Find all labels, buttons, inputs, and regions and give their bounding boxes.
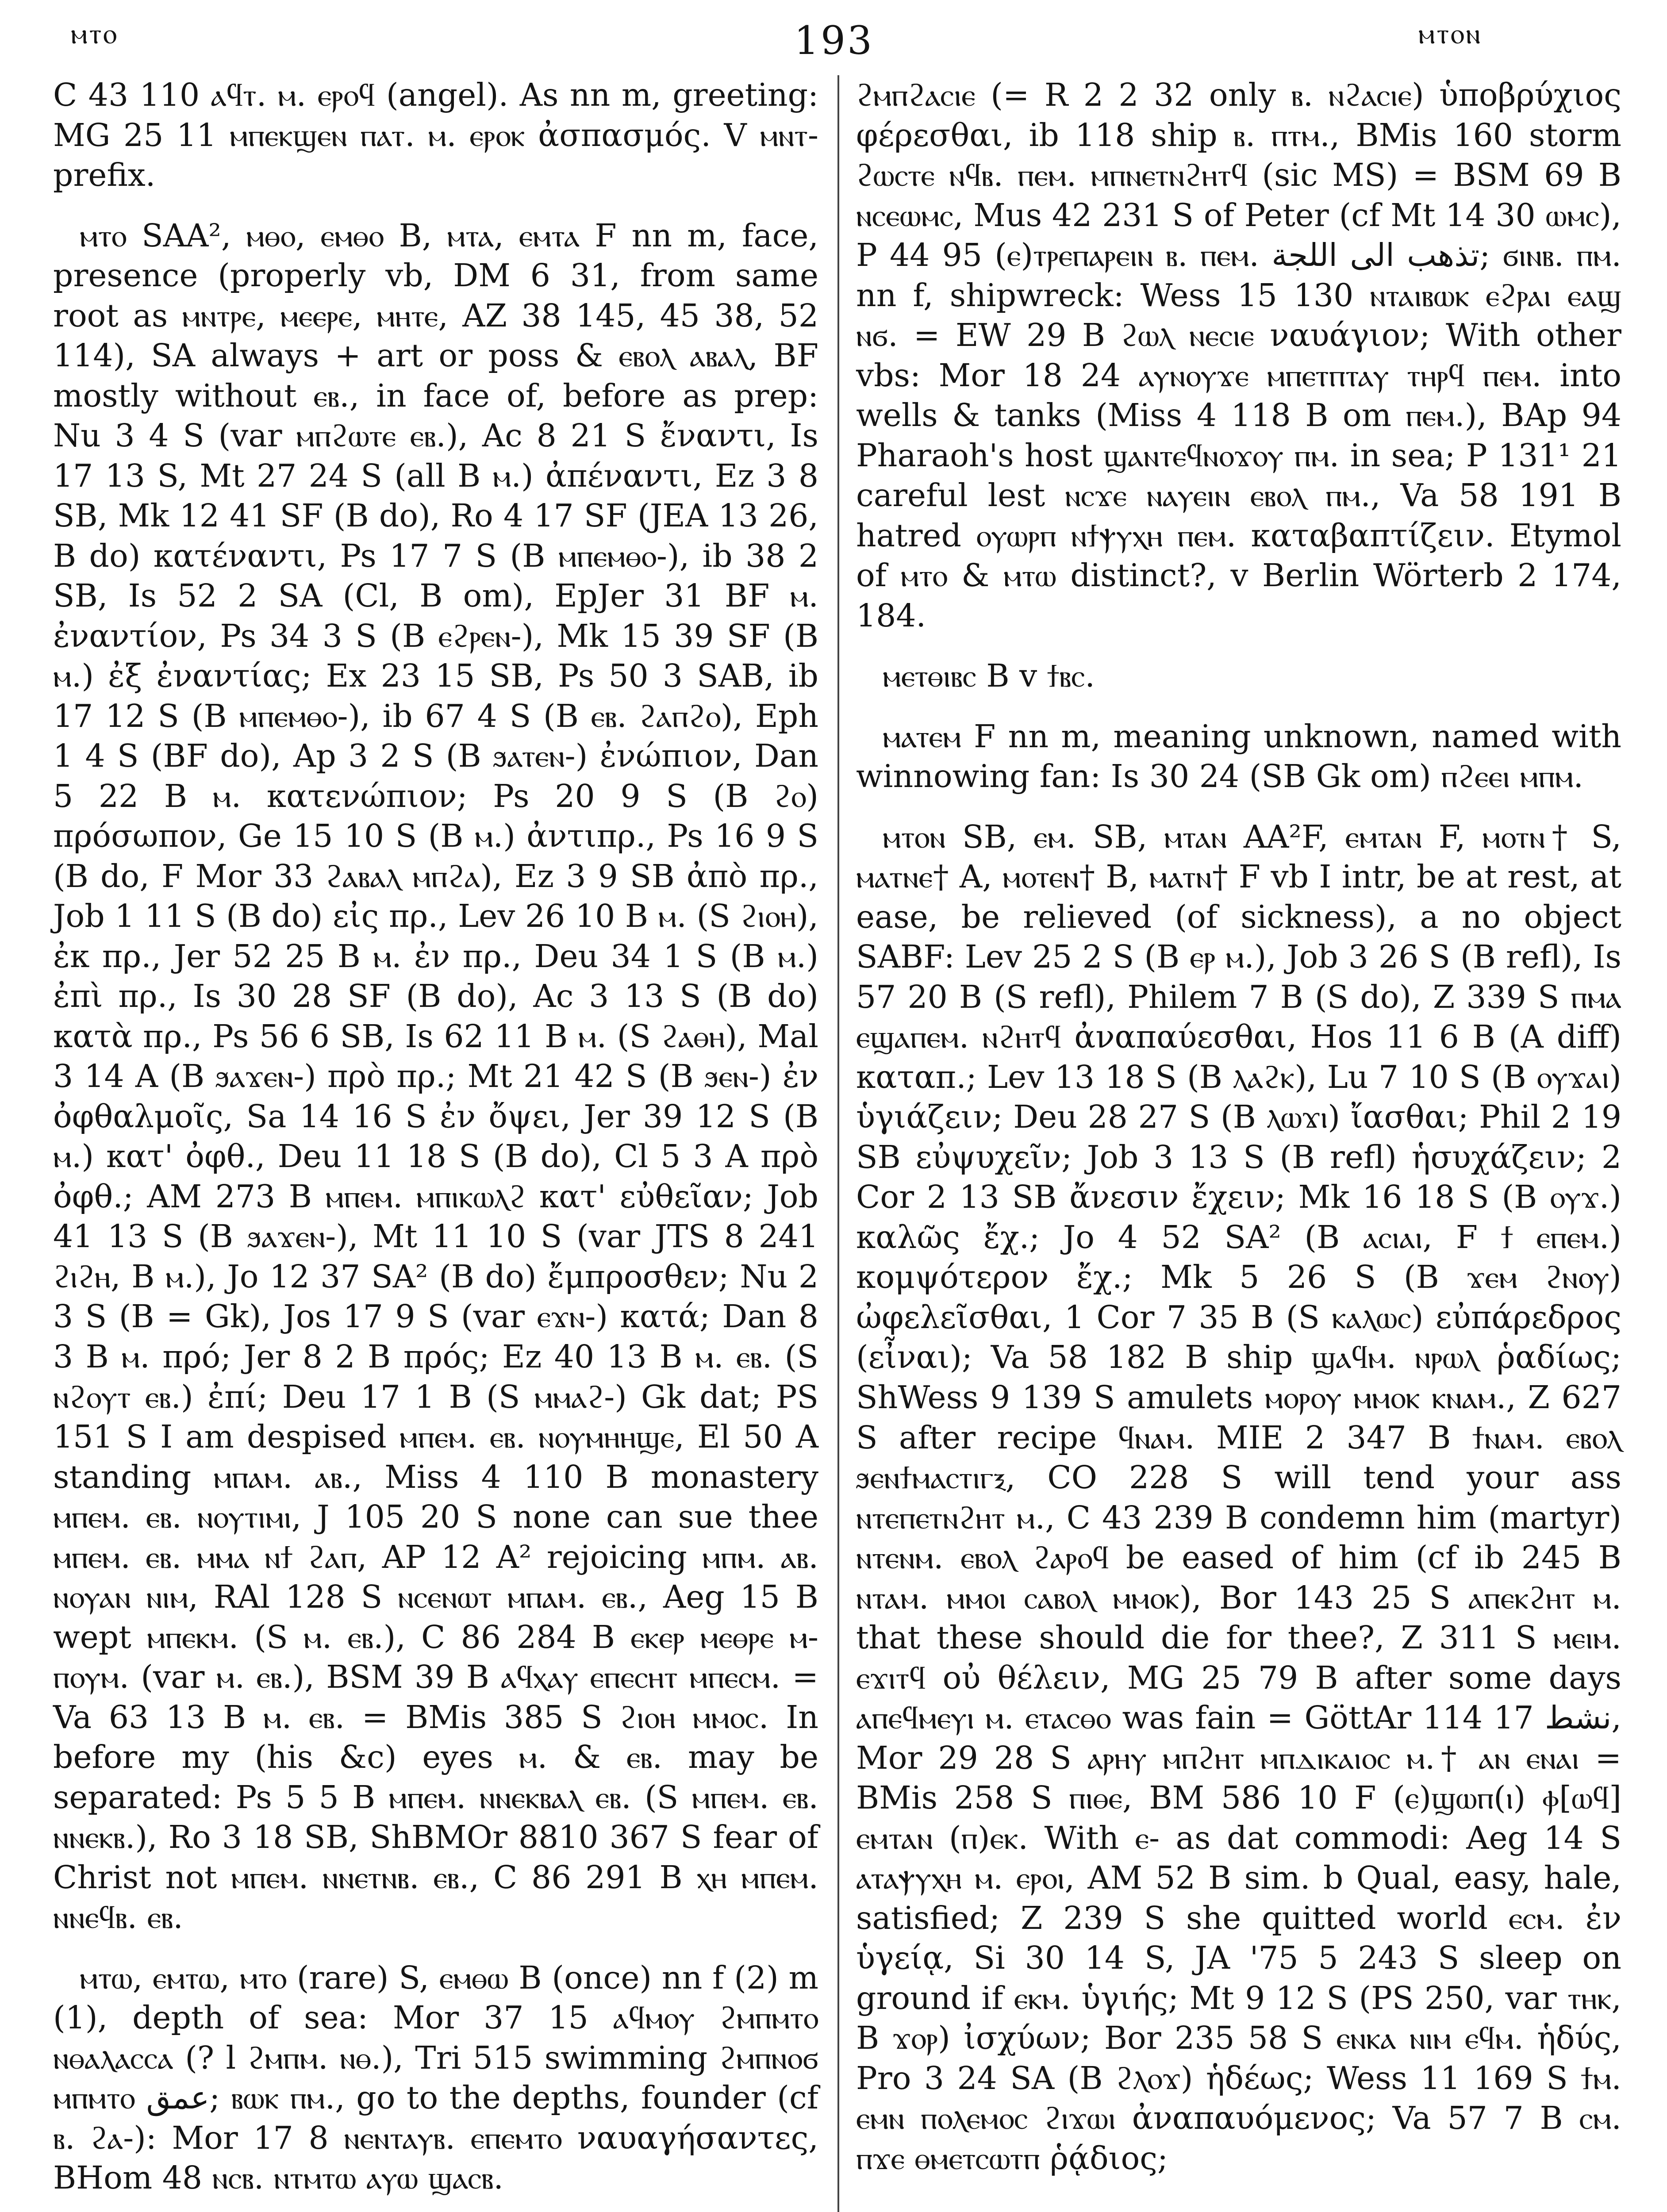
entry-mton (856, 817, 1621, 2179)
entry-metoibc (856, 656, 1621, 696)
left-column (53, 75, 818, 2212)
running-head-left: ⲙⲧⲟ (71, 18, 119, 50)
column-divider (837, 75, 839, 2212)
entry-text: ⲙⲁⲧⲉⲙ F nn m, meaning unknown, named with winnowing fan: Is 30 24 (SB Gk om) ⲡϩⲉⲉⲓ ⲙⲡⲙ. (856, 718, 1621, 795)
entry-continuation (53, 75, 818, 196)
running-head (71, 18, 1597, 71)
entry-text: ⲙⲧⲟⲛ SB, ⲉⲙ. SB, ⲙⲧⲁⲛ AA²F, ⲉⲙⲧⲁⲛ F, ⲙⲟⲧⲛ† S, ⲙⲁⲧⲛⲉ† A, ⲙⲟⲧⲉⲛ† B, ⲙⲁⲧⲛ† F vb I intr, be at rest, at ease, be relieved (of sickness), a no object SABF: Lev 25 2 S (B ⲉⲣ ⲙ.), Job 3 26 S (B refl), Is 57 20 B (S refl), Philem 7 B (S do), Z 339 S ⲡⲙⲁ ⲉϣⲁⲡⲉⲙ. ⲛϩⲏⲧϥ ἀναπαύεσθαι, Hos 11 6 B (A diff) καταπ.; Lev 13 18 S (B ⲗⲁϩⲕ), Lu 7 10 S (B ⲟⲩϫⲁⲓ) ὑγιάζειν; Deu 28 27 S (B ⲗⲱϫⲓ) ἴασθαι; Phil 2 19 SB εὐψυχεῖν; Job 3 13 S (B refl) ἡσυχάζειν; 2 Cor 2 13 SB ἄνεσιν ἔχειν; Mk 16 18 S (B ⲟⲩϫ.) καλῶς ἔχ.; Jo 4 52 SA² (B ⲁⲥⲓⲁⲓ, F ϯ ⲉⲡⲉⲙ.) κομψότερον ἔχ.; Mk 5 26 S (B ϫⲉⲙ ϩⲛⲟⲩ) ὠφελεῖσθαι, 1 Cor 7 35 B (S ⲕⲁⲗⲱⲥ) εὐπάρεδρος (εἶναι); Va 58 182 B ship ϣⲁϥⲙ. ⲛⲣⲱⲗ ῥαδίως; ShWess 9 139 S amulets ⲙⲟⲣⲟⲩ ⲙⲙⲟⲕ ⲕⲛⲁⲙ., Z 627 S after recipe ϥⲛⲁⲙ. MIE 2 347 B ϯⲛⲁⲙ. ⲉⲃⲟⲗ ϧⲉⲛϯⲙⲁⲥⲧⲓⲅⲝ, CO 228 S will tend your ass ⲛⲧⲉⲡⲉⲧⲛϩⲏⲧ ⲙ., C 43 239 B condemn him (martyr) ⲛⲧⲉⲛⲙ. ⲉⲃⲟⲗ ϩⲁⲣⲟϥ be eased of him (cf ib 245 B ⲛⲧⲁⲙ. ⲙⲙⲟⲓ ⲥⲁⲃⲟⲗ ⲙⲙⲟⲕ), Bor 143 25 S ⲁⲡⲉⲕϩⲏⲧ ⲙ. that these should die for thee?, Z 311 S ⲙⲉⲓⲙ. ⲉϫⲓⲧϥ οὐ θέλειν, MG 25 79 B after some days ⲁⲡⲉϥⲙⲉⲩⲓ ⲙ. ⲉⲧⲁⲥⲑⲟ was fain = GöttAr 114 17 ﻧﺸﻂ, Mor 29 28 S ⲁⲣⲏⲩ ⲙⲡϩⲏⲧ ⲙⲡⲇⲓⲕⲁⲓⲟⲥ ⲙ.† ⲁⲛ ⲉⲛⲁⲓ = BMis 258 S ⲡⲓⲑⲉ, BM 586 10 F (ⲉ)ϣⲱⲡ(ⲓ) ⲫ[ⲱϥ] ⲉⲙⲧⲁⲛ (ⲡ)ⲉⲕ. With ⲉ- as dat commodi: Aeg 14 S ⲁⲧⲁⲯⲩⲭⲏ ⲙ. ⲉⲣⲟⲓ, AM 52 B sim. b Qual, easy, hale, satisfied; Z 239 S she quitted world ⲉⲥⲙ. ἐν ὑγείᾳ, Si 30 14 S, JA '75 5 243 S sleep on ground if ⲉⲕⲙ. ὑγιής; Mt 9 12 S (PS 250, var ⲧⲏⲕ, B ϫⲟⲣ) ἰσχύων; Bor 235 58 S ⲉⲛⲕⲁ ⲛⲓⲙ ⲉϥⲙ. ἡδύς, Pro 3 24 SA (B ϩⲗⲟϫ) ἡδέως; Wess 11 169 S ϯⲙ. ⲉⲙⲛ ⲡⲟⲗⲉⲙⲟⲥ ϩⲓϫⲱⲓ ἀναπαυόμενος; Va 57 7 B ⲥⲙ. ⲡϫⲉ ⲑⲙⲉⲧⲥⲱⲧⲡ ῥᾴδιος; (856, 818, 1621, 2177)
entry-mto (53, 216, 818, 1938)
right-column (856, 75, 1621, 2199)
entry-text: ⲙⲧⲱ, ⲉⲙⲧⲱ, ⲙⲧⲟ (rare) S, ⲉⲙⲑⲱ B (once) nn f (2) m (1), depth of sea: Mor 37 15 ⲁϥⲙⲟⲩ ϩⲙⲡⲙⲧⲟ ⲛⲑⲁⲗⲁⲥⲥⲁ (? l ϩⲙⲡⲙ. ⲛⲑ.), Tri 515 swimming ϩⲙⲡⲛⲟϭ ⲙⲡⲙⲧⲟ ﻋﻤﻖ; ⲃⲱⲕ ⲡⲙ., go to the depths, founder (cf ⲃ. ϩⲁ-): Mor 17 8 ⲛⲉⲛⲧⲁⲩⲃ. ⲉⲡⲉⲙⲧⲟ ναυαγήσαντες, BHom 48 ⲛⲥⲃ. ⲛⲧⲙⲧⲱ ⲁⲩⲱ ϣⲁⲥⲃ. (53, 1959, 818, 2197)
page-number: 193 (794, 18, 874, 63)
entry-mtw-continued (856, 75, 1621, 636)
entry-text: ϩⲙⲡϩⲁⲥⲓⲉ (= R 2 2 32 only ⲃ. ⲛϩⲁⲥⲓⲉ) ὑποβρύχιος φέρεσθαι, ib 118 ship ⲃ. ⲡⲧⲙ., BMis 160 storm ϩⲱⲥⲧⲉ ⲛϥⲃ. ⲡⲉⲙ. ⲙⲡⲛⲉⲧⲛϩⲏⲧϥ (sic MS) = BSM 69 B ⲛⲥⲉⲱⲙⲥ, Mus 42 231 S of Peter (cf Mt 14 30 ⲱⲙⲥ), P 44 95 (ⲉ)ⲧⲣⲉⲡⲁⲣⲉⲓⲛ ⲃ. ⲡⲉⲙ. ﺗﺬﻫﺐ ﺍﻟﻰ ﺍﻟﻠﺠﺔ; ϭⲓⲛⲃ. ⲡⲙ. nn f, shipwreck: Wess 15 130 ⲛⲧⲁⲓⲃⲱⲕ ⲉϩⲣⲁⲓ ⲉⲁϣ ⲛϭ. = EW 29 B ϩⲱⲗ ⲛⲉⲥⲓⲉ ναυάγιον; With other vbs: Mor 18 24 ⲁⲩⲛⲟⲩϫⲉ ⲙⲡⲉⲧⲡⲧⲁⲩ ⲧⲏⲣϥ ⲡⲉⲙ. into wells & tanks (Miss 4 118 B om ⲡⲉⲙ.), BAp 94 Pharaoh's host ϣⲁⲛⲧⲉϥⲛⲟϫⲟⲩ ⲡⲙ. in sea; P 131¹ 21 careful lest ⲛⲥϫⲉ ⲛⲁⲩⲉⲓⲛ ⲉⲃⲟⲗ ⲡⲙ., Va 58 191 B hatred ⲟⲩⲱⲣⲡ ⲛϯⲯⲩⲭⲏ ⲡⲉⲙ. καταβαπτίζειν. Etymol of ⲙⲧⲟ & ⲙⲧⲱ distinct?, v Berlin Wörterb 2 174, 184. (856, 77, 1621, 634)
entry-text: ⲙⲧⲟ SAA², ⲙⲑⲟ, ⲉⲙⲑⲟ B, ⲙⲧⲁ, ⲉⲙⲧⲁ F nn m, face, presence (properly vb, DM 6 31, from same root as ⲙⲛⲧⲣⲉ, ⲙⲉⲉⲣⲉ, ⲙⲏⲧⲉ, AZ 38 145, 45 38, 52 114), SA always + art or poss & ⲉⲃⲟⲗ ⲁⲃⲁⲗ, BF mostly without ⲉⲃ., in face of, before as prep: Nu 3 4 S (var ⲙⲡϩⲱⲧⲉ ⲉⲃ.), Ac 8 21 S ἔναντι, Is 17 13 S, Mt 27 24 S (all B ⲙ.) ἀπέναντι, Ez 3 8 SB, Mk 12 41 SF (B do), Ro 4 17 SF (JEA 13 26, B do) κατέναντι, Ps 17 7 S (B ⲙⲡⲉⲙⲑⲟ-), ib 38 2 SB, Is 52 2 SA (Cl, B om), EpJer 31 BF ⲙ. ἐναντίον, Ps 34 3 S (B ⲉϩⲣⲉⲛ-), Mk 15 39 SF (B ⲙ.) ἐξ ἐναντίας; Ex 23 15 SB, Ps 50 3 SAB, ib 17 12 S (B ⲙⲡⲉⲙⲑⲟ-), ib 67 4 S (B ⲉⲃ. ϩⲁⲡϩⲟ), Eph 1 4 S (BF do), Ap 3 2 S (B ϧⲁⲧⲉⲛ-) ἐνώπιον, Dan 5 22 B ⲙ. κατενώπιον; Ps 20 9 S (B ϩⲟ) πρόσωπον, Ge 15 10 S (B ⲙ.) ἀντιπρ., Ps 16 9 S (B do, F Mor 33 ϩⲁⲃⲁⲗ ⲙⲡϩⲁ), Ez 3 9 SB ἀπὸ πρ., Job 1 11 S (B do) εἰς πρ., Lev 26 10 B ⲙ. (S ϩⲓⲟⲏ), ἐκ πρ., Jer 52 25 B ⲙ. ἐν πρ., Deu 34 1 S (B ⲙ.) ἐπὶ πρ., Is 30 28 SF (B do), Ac 3 13 S (B do) κατὰ πρ., Ps 56 6 SB, Is 62 11 B ⲙ. (S ϩⲁⲑⲏ), Mal 3 14 A (B ϧⲁϫⲉⲛ-) πρὸ πρ.; Mt 21 42 S (B ϧⲉⲛ-) ἐν ὀφθαλμοῖς, Sa 14 16 S ἐν ὄψει, Jer 39 12 S (B ⲙ.) κατ' ὀφθ., Deu 11 18 S (B do), Cl 5 3 A πρὸ ὀφθ.; AM 273 B ⲙⲡⲉⲙ. ⲙⲡⲓⲕⲱⲗϩ κατ' εὐθεῖαν; Job 41 13 S (B ϧⲁϫⲉⲛ-), Mt 11 10 S (var JTS 8 241 ϩⲓϩⲏ, B ⲙ.), Jo 12 37 SA² (B do) ἔμπροσθεν; Nu 2 3 S (B = Gk), Jos 17 9 S (var ⲉϫⲛ-) κατά; Dan 8 3 B ⲙ. πρό; Jer 8 2 B πρός; Ez 40 13 B ⲙ. ⲉⲃ. (S ⲛϩⲟⲩⲧ ⲉⲃ.) ἐπί; Deu 17 1 B (S ⲙⲙⲁϩ-) Gk dat; PS 151 S I am despised ⲙⲡⲉⲙ. ⲉⲃ. ⲛⲟⲩⲙⲏⲏϣⲉ, El 50 A standing ⲙⲡⲁⲙ. ⲁⲃ., Miss 4 110 B monastery ⲙⲡⲉⲙ. ⲉⲃ. ⲛⲟⲩⲧⲓⲙⲓ, J 105 20 S none can sue thee ⲙⲡⲉⲙ. ⲉⲃ. ⲙⲙⲁ ⲛϯ ϩⲁⲡ, AP 12 A² rejoicing ⲙⲡⲙ. ⲁⲃ. ⲛⲟⲩⲁⲛ ⲛⲓⲙ, RAl 128 S ⲛⲥⲉⲛⲱⲧ ⲙⲡⲁⲙ. ⲉⲃ., Aeg 15 B wept ⲙⲡⲉⲕⲙ. (S ⲙ. ⲉⲃ.), C 86 284 B ⲉⲕⲉⲣ ⲙⲉⲑⲣⲉ ⲙ-ⲡⲟⲩⲙ. (var ⲙ. ⲉⲃ.), BSM 39 B ⲁϥⲭⲁⲩ ⲉⲡⲉⲥⲏⲧ ⲙⲡⲉⲥⲙ. = Va 63 13 B ⲙ. ⲉⲃ. = BMis 385 S ϩⲓⲟⲏ ⲙⲙⲟⲥ. In before my (his &c) eyes ⲙ. & ⲉⲃ. may be separated: Ps 5 5 B ⲙⲡⲉⲙ. ⲛⲛⲉⲕⲃⲁⲗ ⲉⲃ. (S ⲙⲡⲉⲙ. ⲉⲃ. ⲛⲛⲉⲕⲃ.), Ro 3 18 SB, ShBMOr 8810 367 S fear of Christ not ⲙⲡⲉⲙ. ⲛⲛⲉⲧⲛⲃ. ⲉⲃ., C 86 291 B ⲭⲏ ⲙⲡⲉⲙ. ⲛⲛⲉϥⲃ. ⲉⲃ. (53, 217, 818, 1936)
running-head-right: ⲙⲧⲟⲛ (1418, 18, 1482, 50)
entry-text: C 43 110 ⲁϥⲧ. ⲙ. ⲉⲣⲟϥ (angel). As nn m, greeting: MG 25 11 ⲙⲡⲉⲕϣⲉⲛ ⲡⲁⲧ. ⲙ. ⲉⲣⲟⲕ ἀσπασμός. V ⲙⲛⲧ- prefix. (53, 77, 818, 194)
entry-matem (856, 717, 1621, 797)
entry-mtw (53, 1958, 818, 2198)
entry-text: ⲙⲉⲧⲑⲓⲃⲥ B v ϯⲃⲥ. (883, 657, 1095, 695)
